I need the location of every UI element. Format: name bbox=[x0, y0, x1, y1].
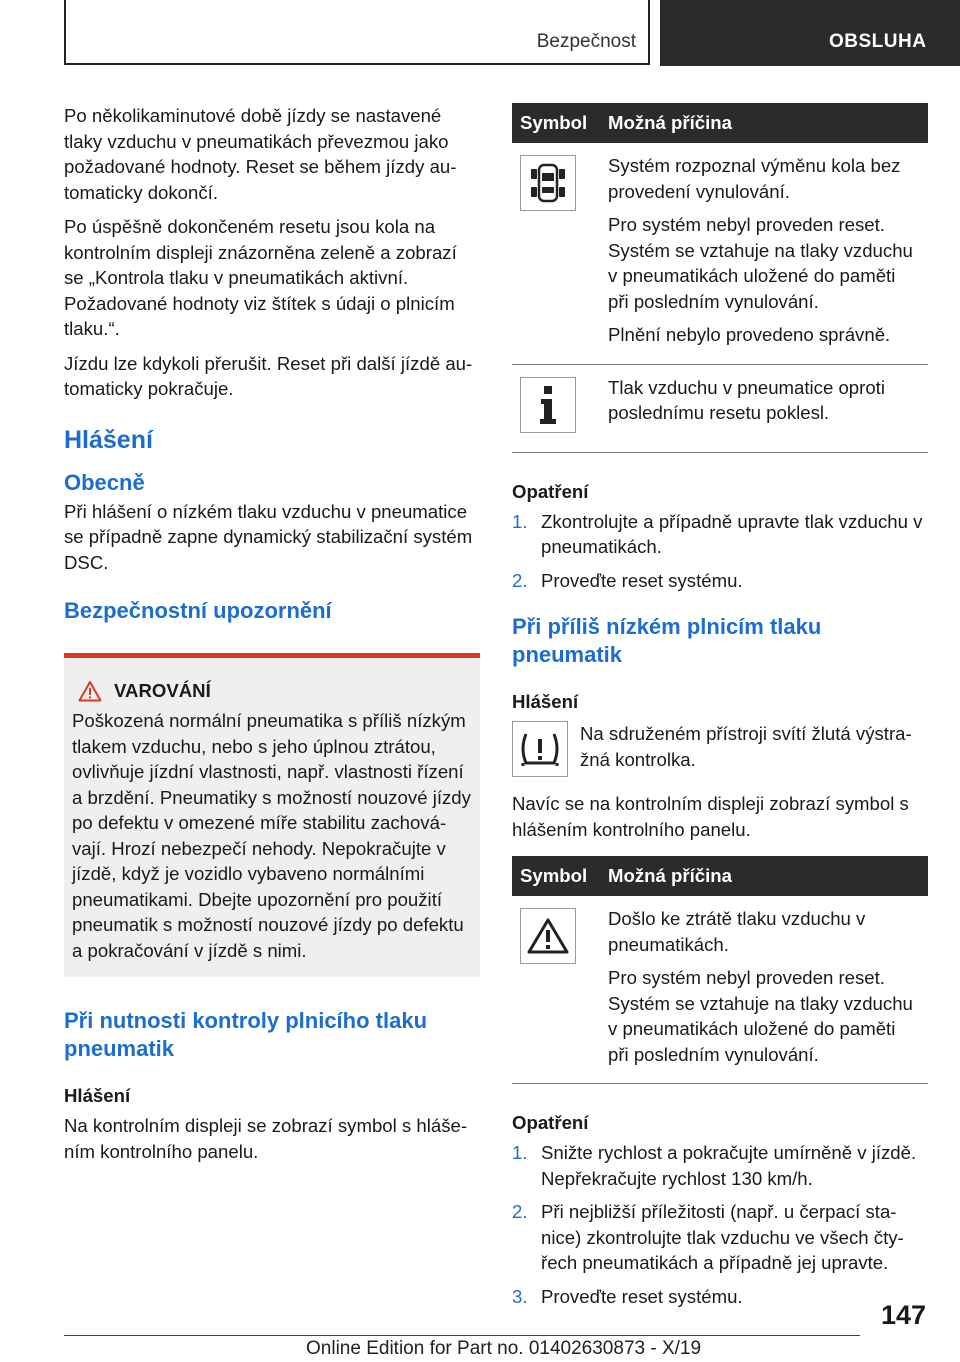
step-number: 2. bbox=[512, 1201, 528, 1222]
indicator-row bbox=[512, 721, 928, 777]
symbol-table-2 bbox=[512, 856, 928, 1084]
heading-opatreni-1: Opatření bbox=[512, 480, 589, 502]
footer-rule bbox=[64, 1335, 860, 1336]
heading-bezpecnostni-upozorneni: Bezpečnostní upozornění bbox=[64, 598, 332, 623]
col-header-symbol: Symbol bbox=[512, 856, 600, 896]
list-item bbox=[512, 1199, 928, 1276]
car-tires-icon bbox=[520, 155, 576, 211]
right-column bbox=[512, 103, 928, 1317]
intro-paragraph-1: Po několikaminutové době jízdy se nastavené tlaky vzduchu v pneumatikách převezmou jako požadované hodnoty. Reset se během jízdy au-tomaticky dokončí. bbox=[64, 105, 457, 203]
steps-list-1 bbox=[512, 509, 928, 594]
symbol-cell bbox=[512, 143, 600, 364]
left-column bbox=[64, 103, 480, 1173]
warning-triangle-icon bbox=[78, 680, 102, 702]
step-number: 1. bbox=[512, 510, 528, 532]
heading-hlaseni-2: Hlášení bbox=[64, 1085, 131, 1106]
heading-kontrola-tlaku: Při nutnosti kontroly plnicího tlaku pneumatik bbox=[64, 1008, 428, 1061]
list-item bbox=[512, 1140, 928, 1191]
page-number: 147 bbox=[880, 1300, 926, 1330]
col-header-cause: Možná příčina bbox=[600, 856, 928, 896]
indicator-text: Na sdruženém přístroji svítí žlutá výstra-žná kontrolka. bbox=[580, 723, 912, 770]
heading-hlaseni-3: Hlášení bbox=[512, 691, 579, 712]
warning-text: Poškozená normální pneumatika s příliš nízkým tlakem vzduchu, nebo s jeho úplnou ztrátou, ovlivňuje jízdní vlastnosti, např. vlastnosti řízení a brzdění. Pneumatiky s možností nouzové jízdy po defektu v omezené míře stabilitu zachová-vají. Hrozí nebezpečí nehody. Nepokračujte v jízdě, když je vozidlo vybaveno normálními pneumatikami. Dbejte upozornění pro použití pneumatik s možností nouzové jízdy po defektu a pokračování v jízdě s nimi. bbox=[72, 710, 471, 961]
symbol-table-1 bbox=[512, 103, 928, 453]
step-text: Proveďte reset systému. bbox=[541, 569, 743, 591]
list-item bbox=[512, 509, 928, 560]
list-item bbox=[512, 568, 928, 594]
step-text: Zkontrolujte a případně upravte tlak vzduchu v pneumatikách. bbox=[541, 510, 923, 557]
obecne-paragraph: Při hlášení o nízkém tlaku vzduchu v pneumatice se případně zapne dynamický stabilizační systém DSC. bbox=[64, 500, 473, 573]
cause-cell bbox=[600, 364, 928, 452]
col-header-cause: Možná příčina bbox=[600, 103, 928, 143]
table-header-row bbox=[512, 103, 928, 143]
warning-box bbox=[64, 653, 480, 977]
heading-hlaseni: Hlášení bbox=[64, 425, 153, 454]
header-chapter-tab: OBSLUHA bbox=[660, 0, 960, 66]
tire-pressure-warning-icon bbox=[512, 721, 568, 777]
cause-line: Došlo ke ztrátě tlaku vzduchu v pneumatikách. bbox=[608, 908, 866, 955]
header-section-title: Bezpečnost bbox=[536, 31, 636, 52]
col-header-symbol: Symbol bbox=[512, 103, 600, 143]
heading-obecne: Obecně bbox=[64, 469, 145, 495]
cause-line: Pro systém nebyl proveden reset. Systém se vztahuje na tlaky vzduchu v pneumatikách uložené do paměti při posledním vynulování. bbox=[608, 214, 913, 312]
cause-line: Pro systém nebyl proveden reset. Systém se vztahuje na tlaky vzduchu v pneumatikách uložené do paměti při posledním vynulování. bbox=[608, 967, 913, 1065]
heading-nizky-tlak: Při příliš nízkém plnicím tlaku pneumatik bbox=[512, 614, 822, 667]
intro-paragraph-2: Po úspěšně dokončeném resetu jsou kola na kontrolním displeji znázorněna zeleně a zobrazí se „Kontrola tlaku v pneumatikách aktivní. Požadované hodnoty viz štítek s údaji o plnicím tlaku.“. bbox=[64, 216, 457, 339]
table-row bbox=[512, 143, 928, 364]
warning-title: VAROVÁNÍ bbox=[114, 680, 211, 701]
cause-cell bbox=[600, 896, 928, 1084]
step-text: Snižte rychlost a pokračujte umírněně v jízdě. Nepřekračujte rychlost 130 km/h. bbox=[541, 1142, 917, 1189]
warning-header bbox=[72, 680, 472, 702]
navic-paragraph: Navíc se na kontrolním displeji zobrazí symbol s hlášením kontrolního panelu. bbox=[512, 793, 909, 840]
info-icon bbox=[520, 377, 576, 433]
footer-edition: Online Edition for Part no. 01402630873 - X/19 bbox=[306, 1338, 702, 1359]
step-text: Při nejbližší příležitosti (např. u čerpací sta-nice) zkontrolujte tlak vzduchu ve všech čty-řech pneumatikách a případně jej upravte. bbox=[541, 1201, 904, 1273]
cause-line: Plnění nebylo provedeno správně. bbox=[608, 324, 891, 345]
step-number: 2. bbox=[512, 569, 528, 591]
table-header-row bbox=[512, 856, 928, 896]
intro-paragraph-3: Jízdu lze kdykoli přerušit. Reset při další jízdě au-tomaticky pokračuje. bbox=[64, 352, 473, 399]
header-bottom-rule bbox=[64, 63, 650, 65]
cause-cell bbox=[600, 143, 928, 364]
header-mid-rule bbox=[648, 0, 650, 64]
header-left-rule bbox=[64, 0, 66, 64]
hlaseni-2-paragraph: Na kontrolním displeji se zobrazí symbol s hláše-ním kontrolního panelu. bbox=[64, 1115, 468, 1162]
table-row bbox=[512, 364, 928, 452]
table-row bbox=[512, 896, 928, 1084]
symbol-cell bbox=[512, 364, 600, 452]
warning-triangle-icon bbox=[520, 908, 576, 964]
heading-opatreni-2: Opatření bbox=[512, 1112, 589, 1133]
step-number: 1. bbox=[512, 1142, 528, 1163]
step-number: 3. bbox=[512, 1285, 528, 1307]
step-text: Proveďte reset systému. bbox=[541, 1285, 743, 1307]
cause-line: Tlak vzduchu v pneumatice oproti poslednímu resetu poklesl. bbox=[608, 376, 885, 423]
symbol-cell bbox=[512, 896, 600, 1084]
steps-list-2 bbox=[512, 1140, 928, 1309]
list-item bbox=[512, 1284, 928, 1310]
cause-line: Systém rozpoznal výměnu kola bez provedení vynulování. bbox=[608, 155, 901, 202]
